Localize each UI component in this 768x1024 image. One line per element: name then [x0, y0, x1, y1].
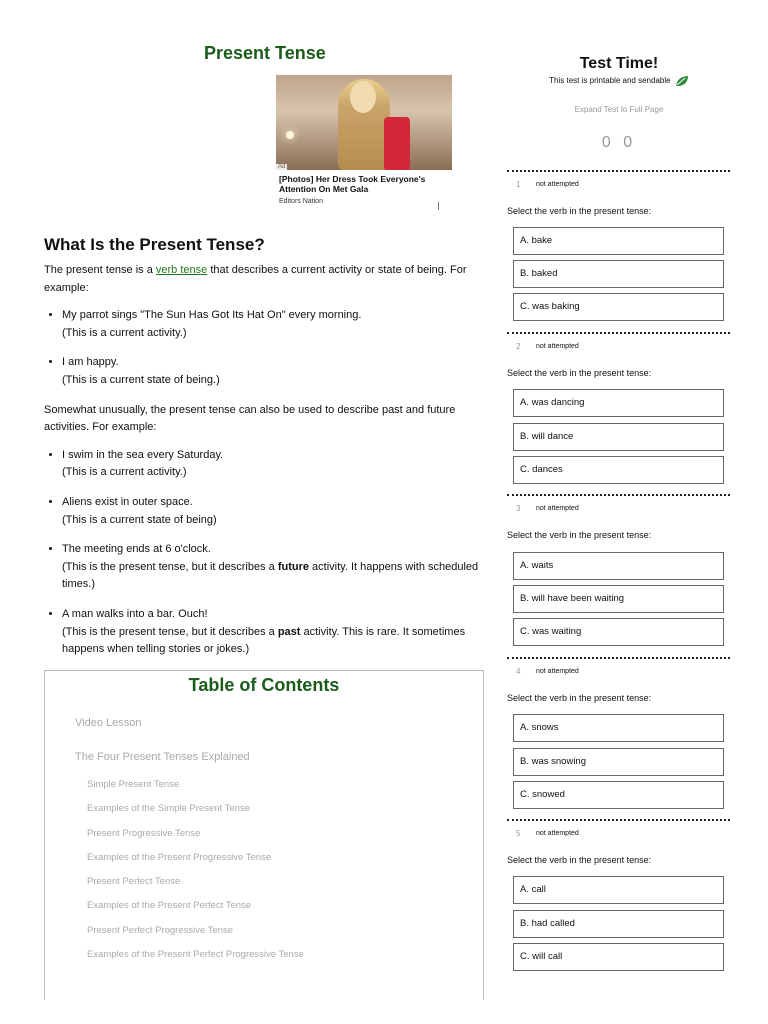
answer-option-c[interactable]: C. dances: [513, 456, 724, 484]
example-text: My parrot sings "The Sun Has Got Its Hat On" every morning.: [62, 309, 362, 322]
answer-option-b[interactable]: B. had called: [513, 910, 724, 938]
answer-option-c[interactable]: C. snowed: [513, 781, 724, 809]
list-item: [62, 541, 484, 594]
question-1: [507, 170, 731, 312]
list-item: [62, 606, 484, 659]
list-item: [62, 307, 484, 342]
answer-option-b[interactable]: B. will dance: [513, 423, 724, 451]
toc-subitem[interactable]: Examples of the Simple Present Tense: [87, 803, 250, 814]
toc-subitem[interactable]: Examples of the Present Perfect Tense: [87, 900, 252, 911]
question-prompt: Select the verb in the present tense:: [507, 693, 652, 703]
answer-option-b[interactable]: B. will have been waiting: [513, 585, 724, 613]
question-state: not attempted: [536, 830, 579, 837]
list-item: [62, 447, 484, 482]
example-text: The meeting ends at 6 o'clock.: [62, 543, 211, 556]
question-prompt: Select the verb in the present tense:: [507, 855, 652, 865]
list-item: [62, 494, 484, 529]
question-2: [507, 332, 731, 475]
example-note: [62, 559, 484, 594]
test-subtitle: [507, 75, 731, 87]
answer-option-a[interactable]: A. was dancing: [513, 389, 724, 417]
page-title: Present Tense: [204, 43, 326, 63]
expand-test-link[interactable]: Expand Test to Full Page: [574, 105, 664, 114]
intro-text-start: The present tense is a: [44, 264, 156, 276]
ad-headline[interactable]: [Photos] Her Dress Took Everyone's Attention On Met Gala: [279, 174, 426, 194]
question-number: 4: [516, 667, 521, 676]
question-state: not attempted: [536, 181, 579, 188]
score-display: [507, 134, 731, 152]
test-subtitle-text: This test is printable and sendable: [549, 76, 671, 86]
note-end: activity. It happens with scheduled times.): [62, 560, 479, 591]
question-number: 3: [516, 504, 521, 513]
ad-chip: Ad: [278, 164, 286, 170]
note-end: activity. This is rare. It sometimes happens when telling stories or jokes.): [62, 625, 466, 656]
example-list-2: [44, 447, 484, 659]
answer-option-c[interactable]: C. will call: [513, 943, 724, 971]
ad-image-lamp: [286, 131, 294, 139]
question-divider: [507, 332, 730, 334]
note-bold: future: [277, 560, 309, 573]
score-wrong: 0: [623, 134, 637, 151]
ad-source: Editors Nation: [279, 197, 323, 205]
example-note: (This is a current state of being.): [62, 373, 220, 386]
example-list-1: [44, 307, 484, 389]
answer-option-a[interactable]: A. call: [513, 876, 724, 904]
question-state: not attempted: [536, 668, 579, 675]
question-divider: [507, 819, 730, 821]
question-number: 2: [516, 342, 521, 351]
example-text: I swim in the sea every Saturday.: [62, 448, 224, 461]
answer-option-b[interactable]: B. was snowing: [513, 748, 724, 776]
score-correct: 0: [601, 134, 615, 151]
note-start: (This is the present tense, but it describes a: [62, 560, 278, 573]
paragraph-2: Somewhat unusually, the present tense can also be used to describe past and future activities. For example:: [44, 403, 456, 434]
answer-option-a[interactable]: A. bake: [513, 227, 724, 255]
example-note: (This is a current state of being): [62, 513, 217, 526]
question-number: 1: [516, 180, 521, 189]
toc-item-four-tenses[interactable]: The Four Present Tenses Explained: [75, 751, 250, 763]
toc-subitem[interactable]: Examples of the Present Perfect Progressive Tense: [87, 949, 304, 960]
question-prompt: Select the verb in the present tense:: [507, 368, 652, 378]
answer-option-a[interactable]: A. snows: [513, 714, 724, 742]
note-bold: past: [277, 625, 301, 638]
test-title: Test Time!: [579, 55, 659, 72]
article-body: [44, 262, 484, 671]
note-start: (This is the present tense, but it describes a: [62, 625, 278, 638]
question-state: not attempted: [536, 505, 579, 512]
question-4: [507, 657, 731, 800]
toc-title: Table of Contents: [188, 675, 340, 695]
intro-paragraph: [44, 262, 484, 297]
ad-image-coat: [384, 117, 410, 170]
leaf-share-icon[interactable]: [675, 75, 689, 87]
answer-option-c[interactable]: C. was waiting: [513, 618, 724, 646]
intro-text-end: that describes a current activity or state of being. For example:: [44, 264, 467, 294]
example-text: Aliens exist in outer space.: [62, 495, 193, 508]
example-text: A man walks into a bar. Ouch!: [62, 607, 208, 620]
toc-subitem[interactable]: Present Perfect Progressive Tense: [87, 925, 234, 936]
question-number: 5: [516, 829, 521, 838]
example-note: [62, 624, 484, 659]
example-text: I am happy.: [62, 356, 119, 369]
question-3: [507, 494, 731, 637]
answer-option-b[interactable]: B. baked: [513, 260, 724, 288]
question-state: not attempted: [536, 343, 579, 350]
answer-option-a[interactable]: A. waits: [513, 552, 724, 580]
question-divider: [507, 170, 730, 172]
question-5: [507, 819, 731, 962]
toc-subitem[interactable]: Present Progressive Tense: [87, 828, 201, 839]
question-divider: [507, 494, 730, 496]
ad-image[interactable]: [276, 75, 452, 170]
answer-option-c[interactable]: C. was baking: [513, 293, 724, 321]
toc-subitem[interactable]: Simple Present Tense: [87, 779, 180, 790]
toc-subitem[interactable]: Examples of the Present Progressive Tense: [87, 852, 272, 863]
toc-item-video-lesson[interactable]: Video Lesson: [75, 717, 142, 729]
example-note: (This is a current activity.): [62, 466, 187, 479]
ad-marker: [438, 202, 439, 210]
ad-block[interactable]: [276, 75, 452, 205]
example-note: (This is a current activity.): [62, 326, 187, 339]
question-divider: [507, 657, 730, 659]
toc-subitem[interactable]: Present Perfect Tense: [87, 876, 181, 887]
ad-image-head: [350, 81, 376, 113]
question-prompt: Select the verb in the present tense:: [507, 530, 652, 540]
verb-tense-link[interactable]: verb tense: [155, 264, 208, 276]
list-item: [62, 354, 484, 389]
table-of-contents: [44, 670, 484, 1000]
section-heading: What Is the Present Tense?: [44, 235, 265, 254]
question-prompt: Select the verb in the present tense:: [507, 206, 652, 216]
